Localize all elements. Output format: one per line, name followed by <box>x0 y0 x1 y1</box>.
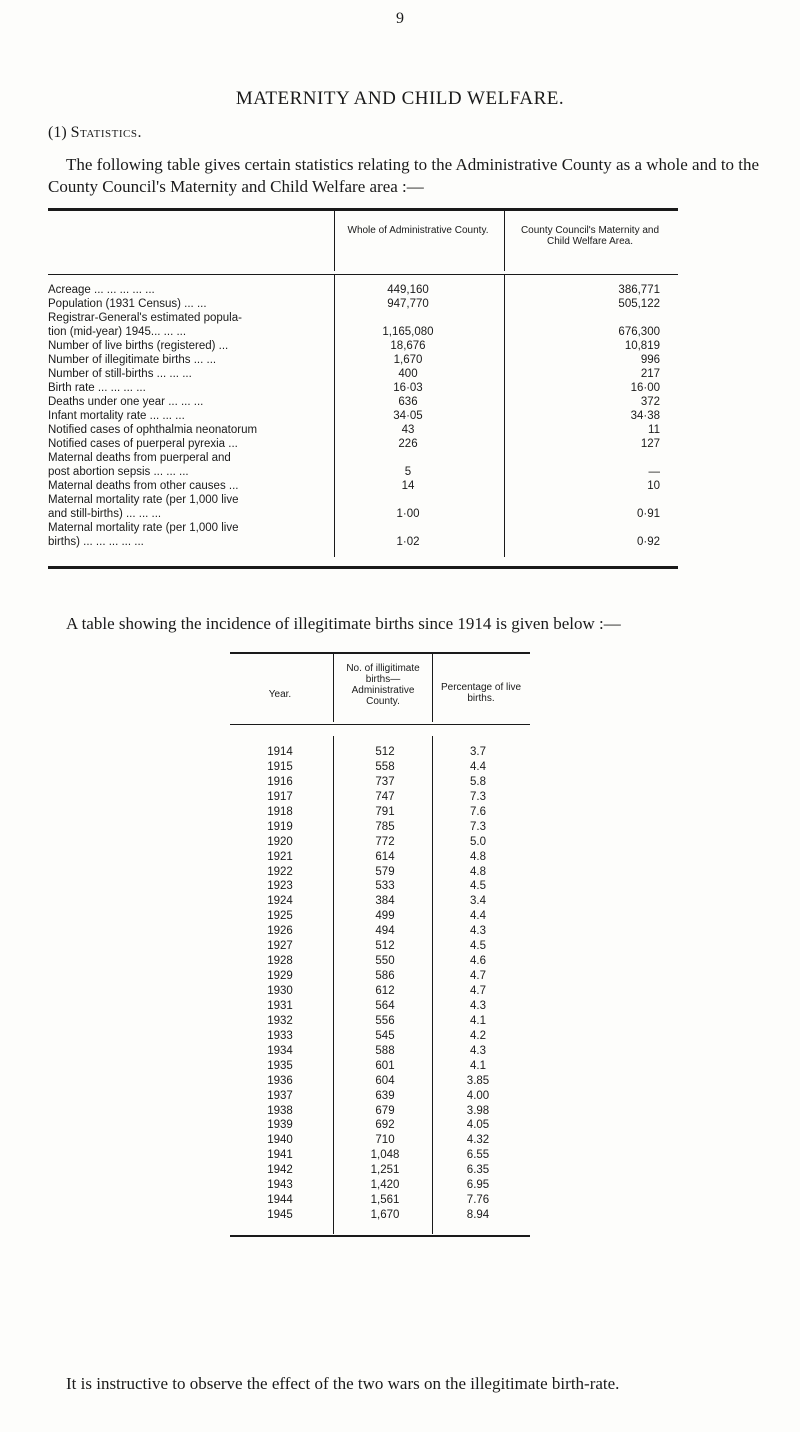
count-cell: 558 <box>375 760 395 773</box>
table-row <box>48 536 678 550</box>
percentage-cell: 4.3 <box>470 999 486 1012</box>
table-row <box>230 1045 530 1060</box>
table-row <box>230 1060 530 1075</box>
count-cell: 679 <box>375 1104 395 1117</box>
table-row <box>48 354 678 368</box>
row-label: Birth rate ... ... ... ... <box>48 382 146 394</box>
table-row <box>230 821 530 836</box>
percentage-cell: 4.4 <box>470 760 486 773</box>
percentage-cell: 4.00 <box>466 1089 490 1102</box>
percentage-cell: 4.6 <box>470 955 486 968</box>
count-cell: 512 <box>375 940 395 953</box>
year-cell: 1917 <box>267 790 293 803</box>
column-divider <box>334 211 335 271</box>
percentage-cell: 8.94 <box>466 1209 490 1222</box>
year-cell: 1930 <box>267 985 293 997</box>
table-row <box>48 452 678 466</box>
count-cell: 737 <box>375 775 395 788</box>
county-value: 16·03 <box>393 382 423 394</box>
county-value: 226 <box>398 438 418 450</box>
table-row <box>48 340 678 354</box>
year-cell: 1937 <box>267 1089 293 1102</box>
county-value: 400 <box>398 368 418 380</box>
table-row <box>230 940 530 955</box>
table-row <box>48 382 678 396</box>
statistics-table <box>48 208 678 548</box>
area-value: 11 <box>648 424 660 436</box>
column-header-year: Year. <box>268 689 292 700</box>
county-value: 1,165,080 <box>382 326 434 338</box>
count-cell: 1,670 <box>370 1209 400 1222</box>
percentage-cell: 4.3 <box>470 925 486 938</box>
table-row <box>230 1179 530 1194</box>
table-row <box>230 1105 530 1120</box>
year-cell: 1938 <box>267 1104 293 1117</box>
county-value: 34·05 <box>393 410 423 422</box>
count-cell: 533 <box>375 880 395 893</box>
percentage-cell: 7.3 <box>470 790 486 803</box>
row-label: births) ... ... ... ... ... <box>48 536 144 548</box>
year-cell: 1939 <box>267 1119 293 1132</box>
table-row <box>230 1209 530 1224</box>
county-value: 5 <box>404 466 412 478</box>
percentage-cell: 4.8 <box>470 850 486 863</box>
percentage-cell: 6.55 <box>466 1149 490 1162</box>
year-cell: 1915 <box>267 760 293 773</box>
year-cell: 1931 <box>267 999 293 1012</box>
year-cell: 1943 <box>267 1179 293 1192</box>
year-cell: 1923 <box>267 880 293 893</box>
area-value: 386,771 <box>618 284 660 296</box>
row-label: Notified cases of puerperal pyrexia ... <box>48 438 238 450</box>
header-rule <box>230 724 530 725</box>
count-cell: 545 <box>375 1029 395 1042</box>
year-cell: 1941 <box>267 1149 293 1162</box>
table-row <box>48 312 678 326</box>
percentage-cell: 4.1 <box>470 1014 486 1027</box>
table-row <box>230 1134 530 1149</box>
area-value: 372 <box>640 396 660 408</box>
area-value: 217 <box>640 368 660 380</box>
count-cell: 791 <box>375 805 395 818</box>
count-cell: 494 <box>375 925 395 938</box>
table-row <box>48 438 678 452</box>
table-row <box>230 746 530 761</box>
table-row <box>48 326 678 340</box>
percentage-cell: 4.7 <box>470 970 486 983</box>
area-value: 505,122 <box>618 298 660 310</box>
count-cell: 785 <box>375 820 395 833</box>
year-cell: 1920 <box>267 835 293 848</box>
table-row <box>230 970 530 985</box>
county-value: 1,670 <box>393 354 423 366</box>
percentage-cell: 6.35 <box>466 1164 490 1177</box>
county-value: 1·02 <box>396 536 420 548</box>
table-row <box>230 1119 530 1134</box>
area-value: 10 <box>647 480 660 492</box>
percentage-cell: 4.5 <box>470 880 486 893</box>
table-row <box>230 1194 530 1209</box>
year-cell: 1945 <box>267 1209 293 1222</box>
table-row <box>230 1030 530 1045</box>
row-label: post abortion sepsis ... ... ... <box>48 466 189 478</box>
table-row <box>48 494 678 508</box>
year-cell: 1936 <box>267 1074 293 1087</box>
count-cell: 1,251 <box>370 1164 400 1177</box>
table-row <box>48 368 678 382</box>
percentage-cell: 3.85 <box>466 1074 490 1087</box>
row-label: Number of still-births ... ... ... <box>48 368 192 380</box>
table-body <box>230 746 530 1224</box>
count-cell: 747 <box>375 790 395 803</box>
count-cell: 601 <box>375 1059 395 1072</box>
table-row <box>48 298 678 312</box>
row-label: Infant mortality rate ... ... ... <box>48 410 185 422</box>
year-cell: 1927 <box>267 940 293 953</box>
header-rule <box>48 274 678 275</box>
table-row <box>230 1149 530 1164</box>
table-row <box>230 880 530 895</box>
percentage-cell: 4.5 <box>470 940 486 953</box>
count-cell: 1,048 <box>370 1149 400 1162</box>
count-cell: 710 <box>375 1134 395 1147</box>
row-label: Acreage ... ... ... ... ... <box>48 284 155 296</box>
county-value: 43 <box>401 424 415 436</box>
table-row <box>230 866 530 881</box>
table-row <box>230 1075 530 1090</box>
count-cell: 1,561 <box>370 1194 400 1207</box>
county-value: 14 <box>401 480 415 492</box>
table-row <box>48 424 678 438</box>
count-cell: 639 <box>375 1089 395 1102</box>
table-row <box>230 1090 530 1105</box>
column-divider <box>432 654 433 722</box>
row-label: Registrar-General's estimated popula- <box>48 312 242 324</box>
table-row <box>48 284 678 298</box>
section-title: Statistics. <box>70 124 142 141</box>
page-title: MATERNITY AND CHILD WELFARE. <box>235 88 565 109</box>
table-row <box>230 806 530 821</box>
count-cell: 564 <box>375 999 395 1012</box>
area-value: 996 <box>640 354 660 366</box>
table-row <box>230 1000 530 1015</box>
count-cell: 1,420 <box>370 1179 400 1192</box>
row-label: Notified cases of ophthalmia neonatorum <box>48 424 258 436</box>
section-heading <box>48 124 142 142</box>
column-header-area: County Council's Maternity and Child Welfare Area. <box>520 225 660 247</box>
row-label: Population (1931 Census) ... ... <box>48 298 207 310</box>
row-label: and still-births) ... ... ... <box>48 508 162 520</box>
percentage-cell: 4.8 <box>470 865 486 878</box>
column-header-county: Whole of Administrative County. <box>347 225 489 236</box>
table-row <box>230 895 530 910</box>
column-divider <box>504 211 505 271</box>
year-cell: 1918 <box>267 805 293 818</box>
year-cell: 1919 <box>267 820 293 833</box>
table-row <box>230 925 530 940</box>
row-label: Number of illegitimate births ... ... <box>48 354 217 366</box>
count-cell: 614 <box>375 850 395 863</box>
table-bottom-rule <box>48 566 678 569</box>
year-cell: 1940 <box>267 1134 293 1147</box>
row-label: tion (mid-year) 1945... ... ... <box>48 326 187 338</box>
row-label: Maternal deaths from puerperal and <box>48 452 231 464</box>
row-label: Number of live births (registered) ... <box>48 340 229 352</box>
percentage-cell: 6.95 <box>466 1179 490 1192</box>
table-row <box>48 508 678 522</box>
table-row <box>48 466 678 480</box>
table-top-rule <box>48 208 678 211</box>
year-cell: 1921 <box>267 850 293 863</box>
row-label: Maternal mortality rate (per 1,000 live <box>48 494 239 506</box>
illegitimate-intro-paragraph: A table showing the incidence of illegitimate births since 1914 is given below :— <box>66 614 621 633</box>
table-row <box>48 480 678 494</box>
percentage-cell: 5.8 <box>470 775 486 788</box>
percentage-cell: 4.2 <box>470 1029 486 1042</box>
year-cell: 1925 <box>267 910 293 923</box>
percentage-cell: 3.7 <box>470 746 486 758</box>
percentage-cell: 7.76 <box>466 1194 490 1207</box>
year-cell: 1932 <box>267 1014 293 1027</box>
section-number: (1) <box>48 124 67 141</box>
table-row <box>230 1015 530 1030</box>
percentage-cell: 4.05 <box>466 1119 490 1132</box>
column-header-percentage: Percentage of live births. <box>440 682 522 704</box>
table-bottom-rule <box>230 1235 530 1237</box>
column-header-count: No. of illigitimate births— Administrative County. <box>346 663 420 707</box>
table-row <box>48 396 678 410</box>
percentage-cell: 4.1 <box>470 1059 486 1072</box>
table-row <box>48 410 678 424</box>
year-cell: 1922 <box>267 865 293 878</box>
count-cell: 550 <box>375 955 395 968</box>
percentage-cell: 7.6 <box>470 805 486 818</box>
column-divider <box>333 654 334 722</box>
table-row <box>230 776 530 791</box>
year-cell: 1916 <box>267 775 293 788</box>
table-row <box>230 761 530 776</box>
count-cell: 579 <box>375 865 395 878</box>
table-row <box>230 791 530 806</box>
closing-paragraph: It is instructive to observe the effect of the two wars on the illegitimate birth-rate. <box>66 1374 620 1393</box>
percentage-cell: 4.7 <box>470 985 486 997</box>
table-row <box>230 851 530 866</box>
year-cell: 1933 <box>267 1029 293 1042</box>
percentage-cell: 4.3 <box>470 1044 486 1057</box>
table-row <box>48 522 678 536</box>
table-body <box>48 284 678 550</box>
table-row <box>230 836 530 851</box>
count-cell: 512 <box>375 746 395 758</box>
area-value: 127 <box>640 438 660 450</box>
count-cell: 588 <box>375 1044 395 1057</box>
count-cell: 499 <box>375 910 395 923</box>
count-cell: 772 <box>375 835 395 848</box>
year-cell: 1929 <box>267 970 293 983</box>
percentage-cell: 5.0 <box>470 835 486 848</box>
table-row <box>230 955 530 970</box>
year-cell: 1934 <box>267 1044 293 1057</box>
area-value: 0·91 <box>636 508 660 520</box>
county-value: 449,160 <box>387 284 429 296</box>
county-value: 18,676 <box>390 340 426 352</box>
area-value: 16·00 <box>630 382 660 394</box>
percentage-cell: 3.4 <box>470 895 486 908</box>
area-value: 0·92 <box>636 536 660 548</box>
count-cell: 612 <box>375 985 395 997</box>
page-number: 9 <box>396 10 404 27</box>
count-cell: 692 <box>375 1119 395 1132</box>
area-value: 10,819 <box>624 340 660 352</box>
count-cell: 586 <box>375 970 395 983</box>
year-cell: 1935 <box>267 1059 293 1072</box>
row-label: Maternal mortality rate (per 1,000 live <box>48 522 239 534</box>
county-value: 947,770 <box>387 298 429 310</box>
table-row <box>230 985 530 1000</box>
count-cell: 604 <box>375 1074 395 1087</box>
percentage-cell: 4.32 <box>466 1134 490 1147</box>
year-cell: 1928 <box>267 955 293 968</box>
percentage-cell: 7.3 <box>470 820 486 833</box>
table-row <box>230 910 530 925</box>
row-label: Deaths under one year ... ... ... <box>48 396 204 408</box>
area-value: 676,300 <box>618 326 660 338</box>
count-cell: 384 <box>375 895 395 908</box>
county-value: 1·00 <box>396 508 420 520</box>
area-value: — <box>648 466 660 478</box>
row-label: Maternal deaths from other causes ... <box>48 480 239 492</box>
count-cell: 556 <box>375 1014 395 1027</box>
year-cell: 1926 <box>267 925 293 938</box>
year-cell: 1944 <box>267 1194 293 1207</box>
intro-paragraph: The following table gives certain statistics relating to the Administrative County as a whole and to the County Council's Maternity and Child Welfare area :— <box>48 155 760 196</box>
area-value: 34·38 <box>630 410 660 422</box>
year-cell: 1942 <box>267 1164 293 1177</box>
year-cell: 1914 <box>267 746 293 758</box>
table-top-rule <box>230 652 530 654</box>
year-cell: 1924 <box>267 895 293 908</box>
percentage-cell: 4.4 <box>470 910 486 923</box>
county-value: 636 <box>398 396 418 408</box>
table-row <box>230 1164 530 1179</box>
percentage-cell: 3.98 <box>466 1104 490 1117</box>
